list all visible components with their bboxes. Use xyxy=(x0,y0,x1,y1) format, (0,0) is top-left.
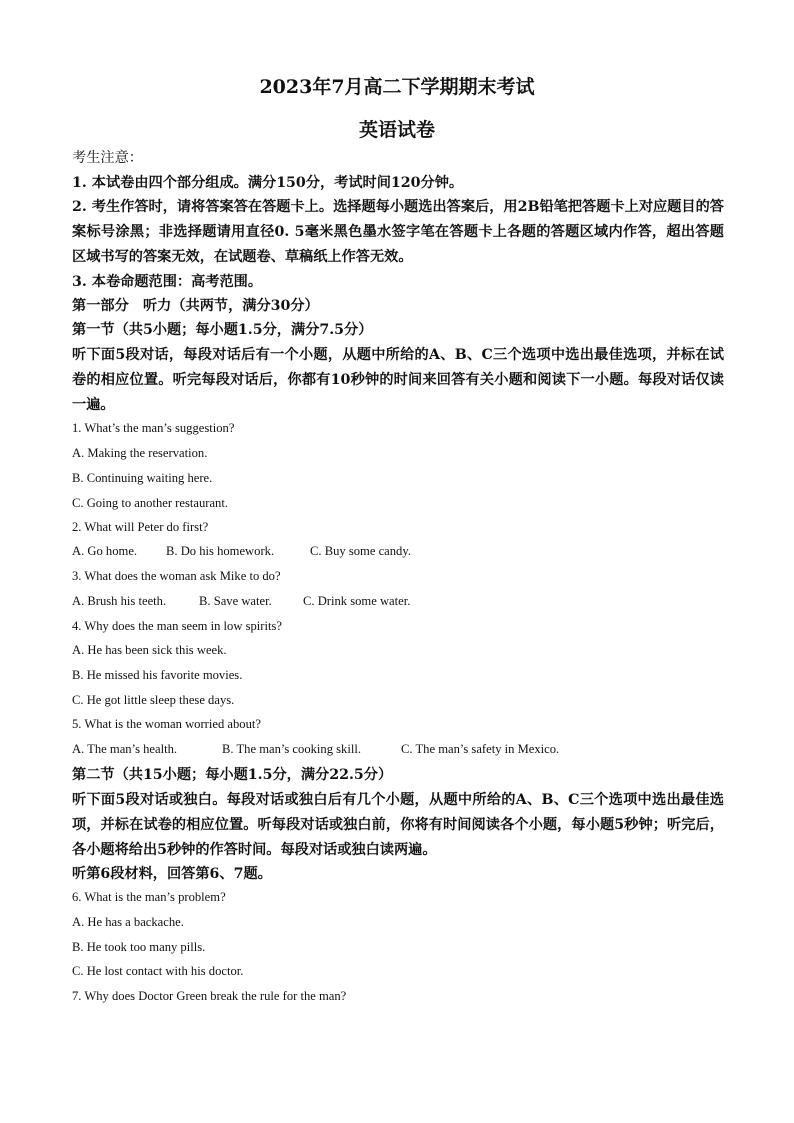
section1-heading: 第一节（共5小题；每小题1.5分，满分7.5分） xyxy=(72,322,373,338)
option-6b: B. He took too many pills. xyxy=(72,940,206,954)
question-4: 4. Why does the man seem in low spirits? xyxy=(72,619,282,633)
notice-item-1: 1. 本试卷由四个部分组成。满分150分，考试时间120分钟。 xyxy=(72,175,464,191)
notice-item-3: 3. 本卷命题范围：高考范围。 xyxy=(72,274,263,290)
option-2a: A. Go home. xyxy=(72,544,138,558)
option-3b: B. Save water. xyxy=(199,594,272,608)
exam-title: 2023年7月高二下学期期末考试 xyxy=(259,76,535,98)
material-6-heading: 听第6段材料，回答第6、7题。 xyxy=(72,866,272,882)
question-2: 2. What will Peter do first? xyxy=(72,520,209,534)
option-6a: A. He has a backache. xyxy=(72,915,184,929)
question-7: 7. Why does Doctor Green break the rule for the man? xyxy=(72,989,347,1003)
option-5b: B. The man’s cooking skill. xyxy=(222,742,361,756)
option-2b: B. Do his homework. xyxy=(166,544,275,558)
section2-instructions: 听下面5段对话或独白。每段对话或独白后有几个小题，从题中所给的A、B、C三个选项中选出最佳选项，并标在试卷的相应位置。听每段对话或独白前，你将有时间阅读各个小题，每小题5秒钟；听完后，各小题将给出5秒钟的作答时间。每段对话或独白读两遍。 xyxy=(72,792,724,858)
notice-item-2: 2. 考生作答时，请将答案答在答题卡上。选择题每小题选出答案后，用2B铅笔把答题卡上对应题目的答案标号涂黑；非选择题请用直径0. 5毫米黑色墨水签字笔在答题卡上各题的答题区域内作答，超出答题区域书写的答案无效，在试题卷、草稿纸上作答无效。 xyxy=(72,199,724,265)
option-5a: A. The man’s health. xyxy=(72,742,178,756)
section2-heading: 第二节（共15小题；每小题1.5分，满分22.5分） xyxy=(72,767,393,783)
option-4b: B. He missed his favorite movies. xyxy=(72,668,243,682)
question-5: 5. What is the woman worried about? xyxy=(72,717,261,731)
notice-heading: 考生注意： xyxy=(72,150,143,166)
question-3: 3. What does the woman ask Mike to do? xyxy=(72,569,281,583)
option-4a: A. He has been sick this week. xyxy=(72,643,227,657)
option-1b: B. Continuing waiting here. xyxy=(72,471,213,485)
option-4c: C. He got little sleep these days. xyxy=(72,693,235,707)
option-1c: C. Going to another restaurant. xyxy=(72,496,228,510)
exam-subtitle: 英语试卷 xyxy=(358,119,435,141)
option-3c: C. Drink some water. xyxy=(303,594,411,608)
option-2c: C. Buy some candy. xyxy=(310,544,411,558)
option-1a: A. Making the reservation. xyxy=(72,446,208,460)
section1-instructions: 听下面5段对话，每段对话后有一个小题，从题中所给的A、B、C三个选项中选出最佳选项，并标在试卷的相应位置。听完每段对话后，你都有10秒钟的时间来回答有关小题和阅读下一小题。每段对话仅读一遍。 xyxy=(72,347,724,413)
question-1: 1. What’s the man’s suggestion? xyxy=(72,421,235,435)
part1-heading: 第一部分 听力（共两节，满分30分） xyxy=(72,298,319,314)
question-6: 6. What is the man’s problem? xyxy=(72,890,226,904)
option-3a: A. Brush his teeth. xyxy=(72,594,167,608)
option-5c: C. The man’s safety in Mexico. xyxy=(401,742,560,756)
option-6c: C. He lost contact with his doctor. xyxy=(72,964,244,978)
